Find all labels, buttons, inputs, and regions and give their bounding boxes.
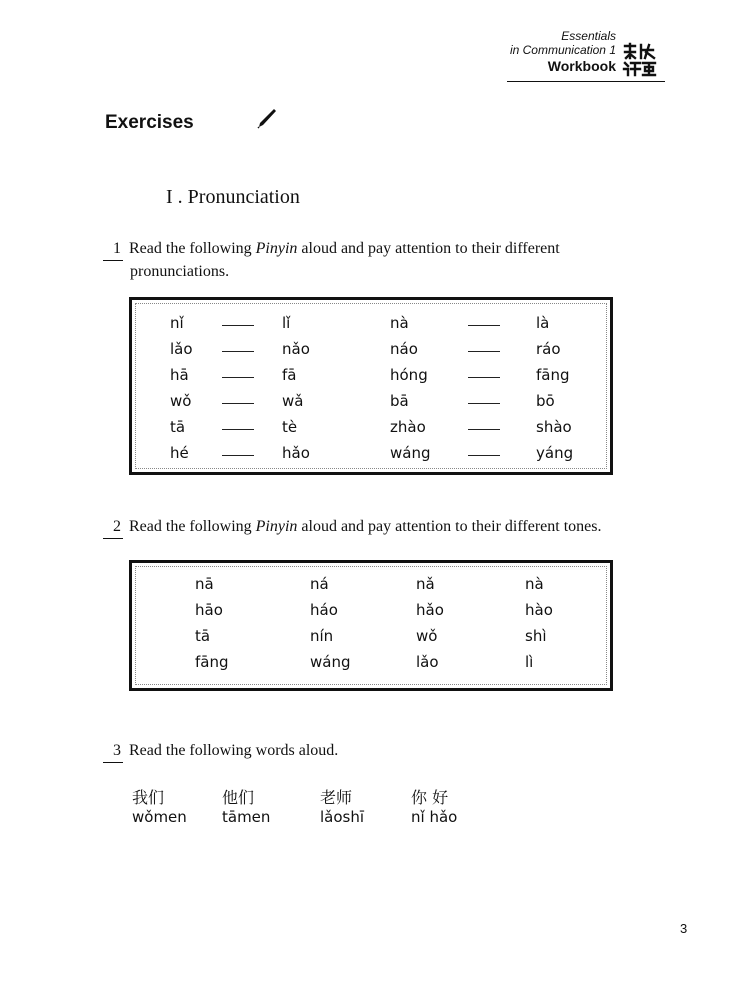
syllable: fā: [282, 366, 297, 384]
dash-separator: [468, 429, 500, 430]
syllable: háo: [310, 601, 338, 619]
dash-separator: [222, 351, 254, 352]
exercise-number: 1: [103, 238, 123, 261]
word-pinyin: tāmen: [222, 808, 271, 826]
pencil-icon: [255, 106, 279, 130]
syllable: là: [536, 314, 550, 332]
syllable: shì: [525, 627, 547, 645]
syllable: wáng: [390, 444, 431, 462]
page-number: 3: [680, 921, 688, 936]
syllable: hào: [525, 601, 553, 619]
header-workbook-label: Workbook: [547, 58, 616, 74]
syllable: tā: [195, 627, 211, 645]
dash-separator: [222, 325, 254, 326]
syllable: nà: [390, 314, 409, 332]
exercise-2-box: [129, 560, 613, 691]
exercise-3-instruction: [103, 740, 663, 763]
syllable: hóng: [390, 366, 428, 384]
dash-separator: [222, 429, 254, 430]
exercise-number: 3: [103, 740, 123, 763]
syllable: lǎo: [416, 653, 439, 671]
header-rule: [507, 81, 665, 82]
word-pinyin: lǎoshī: [320, 808, 365, 826]
syllable: ráo: [536, 340, 561, 358]
syllable: hā: [170, 366, 189, 384]
logo-glyphs-icon: [622, 42, 658, 78]
instruction-text: Read the following: [129, 240, 256, 257]
syllable: nā: [195, 575, 214, 593]
syllable: nín: [310, 627, 334, 645]
syllable: hāo: [195, 601, 223, 619]
instruction-text: aloud and pay attention to their different: [297, 240, 560, 257]
syllable: fāng: [536, 366, 570, 384]
exercise-number: 2: [103, 516, 123, 539]
syllable: wǒ: [416, 627, 438, 645]
syllable: nǎ: [416, 575, 435, 593]
header-logo: [622, 42, 656, 81]
instruction-italic: Pinyin: [255, 518, 298, 535]
dash-separator: [222, 455, 254, 456]
syllable: wǒ: [170, 392, 192, 410]
syllable: yáng: [536, 444, 574, 462]
syllable: nǐ: [170, 314, 184, 332]
exercise-1-instruction: [103, 238, 663, 283]
syllable: wǎ: [282, 392, 304, 410]
syllable: hǎo: [416, 601, 444, 619]
header-book-title: in Communication 1: [509, 43, 616, 57]
syllable: bā: [390, 392, 409, 410]
syllable: nà: [525, 575, 544, 593]
dash-separator: [468, 403, 500, 404]
dash-separator: [468, 377, 500, 378]
part-title: I . Pronunciation: [166, 186, 300, 208]
syllable: zhào: [390, 418, 426, 436]
instruction-italic: Pinyin: [255, 240, 298, 257]
instruction-text: Read the following words aloud.: [129, 742, 339, 759]
syllable: lǎo: [170, 340, 193, 358]
header-title-block: [510, 30, 616, 75]
syllable: fāng: [195, 653, 229, 671]
syllable: bō: [536, 392, 555, 410]
word-hanzi: 他们: [222, 788, 255, 807]
section-title: Exercises: [105, 112, 194, 133]
word-hanzi: 老师: [320, 788, 353, 807]
syllable: hé: [170, 444, 189, 462]
dash-separator: [468, 455, 500, 456]
word-pinyin: wǒmen: [132, 808, 187, 826]
exercise-1-box: [129, 297, 613, 475]
syllable: wáng: [310, 653, 351, 671]
word-hanzi: 你 好: [411, 788, 449, 807]
syllable: tā: [170, 418, 186, 436]
syllable: tè: [282, 418, 298, 436]
dash-separator: [222, 377, 254, 378]
syllable: nǎo: [282, 340, 310, 358]
syllable: lì: [525, 653, 534, 671]
syllable: náo: [390, 340, 418, 358]
exercise-2-instruction: [103, 516, 703, 539]
syllable: lǐ: [282, 314, 291, 332]
syllable: hǎo: [282, 444, 310, 462]
word-hanzi: 我们: [132, 788, 165, 807]
syllable: shào: [536, 418, 572, 436]
instruction-line2: pronunciations.: [130, 263, 230, 280]
header-series-title: Essentials: [561, 29, 616, 43]
dash-separator: [468, 351, 500, 352]
instruction-text: Read the following: [129, 518, 256, 535]
syllable: ná: [310, 575, 329, 593]
instruction-text: aloud and pay attention to their different tones.: [297, 518, 602, 535]
dash-separator: [468, 325, 500, 326]
dash-separator: [222, 403, 254, 404]
word-pinyin: nǐ hǎo: [411, 808, 458, 826]
